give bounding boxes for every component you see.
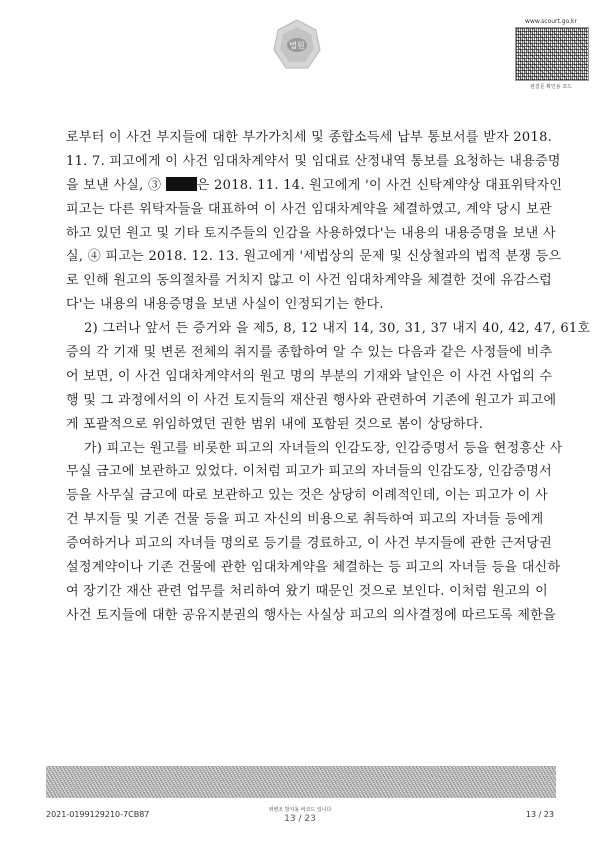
text-line: 설정계약이나 기존 건물에 관한 임대차계약을 체결하는 등 피고의 자녀들 등을 대신하 (66, 560, 561, 576)
text-line: 피고는 다른 위탁자들을 대표하여 이 사건 임대차계약을 체결하였고, 계약 당시 보관 (66, 201, 552, 217)
redaction-box (166, 177, 197, 191)
text-line: 증여하거나 피고의 자녀들 명의로 등기를 경료하고, 이 사건 부지들에 관한 근저당권 (66, 536, 552, 552)
text-line: 증의 각 기재 및 변론 전체의 취지를 종합하여 알 수 있는 다음과 같은 사정들에 비추 (66, 345, 553, 361)
text-line-part: 은 2018. 11. 14. 원고에게 '이 사건 신탁계약상 대표위탁자인 (196, 177, 563, 193)
page-number: 13 / 23 (525, 810, 554, 819)
anti-forgery-barcode (46, 766, 556, 798)
text-line: 2) 그러나 앞서 든 증거와 을 제5, 8, 12 내지 14, 30, 31, 37 내지 40, 42, 47, 61호 (84, 321, 591, 337)
barcode-note: 위변조 방지용 바코드 입니다 (268, 807, 332, 813)
text-line: 로 인해 원고의 동의절차를 거치지 않고 이 사건 임대차계약을 체결한 것에 유감스럽 (66, 273, 552, 289)
text-line: 건 부지들 및 기존 건물 등을 피고 자신의 비용으로 취득하여 피고의 자녀들 등에게 (66, 512, 544, 528)
footer-center (230, 806, 370, 824)
text-line: 실, ④ 피고는 2018. 12. 13. 원고에게 '세법상의 문제 및 신상철과의 법적 분쟁 등으 (66, 249, 562, 265)
emblem-text: 법원 (289, 41, 305, 50)
text-line: 행 및 그 과정에서의 이 사건 토지들의 재산권 행사와 관련하여 기존에 원고가 피고에 (66, 392, 557, 408)
verification-code (515, 18, 587, 90)
court-emblem-icon (272, 18, 322, 74)
text-line: 여 장기간 재산 관련 업무를 처리하여 왔기 때문인 것으로 보인다. 이처럼 원고의 이 (66, 583, 548, 599)
text-line: 사건 토지들에 대한 공유지분권의 행사는 사실상 피고의 의사결정에 따르도록 제한을 (66, 607, 556, 623)
text-line: 어 보면, 이 사건 임대차계약서의 원고 명의 부분의 기재와 날인은 이 사건 사업의 수 (66, 368, 553, 384)
text-line: 게 포괄적으로 위임하였던 권한 범위 내에 포함된 것으로 봄이 상당하다. (66, 416, 484, 432)
text-line: 11. 7. 피고에게 이 사건 임대차계약서 및 임대료 산정내역 통보를 요청하는 내용증명 (66, 153, 561, 169)
qr-caption: 판결문 확인용 코드 (530, 84, 572, 90)
text-line: 다'는 내용의 내용증명을 보낸 사실이 인정되기는 한다. (66, 297, 384, 313)
text-line-part: 을 보낸 사실, ③ (66, 177, 162, 193)
text-line: 무실 금고에 보관하고 있었다. 이처럼 피고가 피고의 자녀들의 인감도장, 인감증명서 (66, 464, 552, 480)
qr-url: www.scourt.go.kr (525, 18, 577, 25)
text-line: 가) 피고는 원고를 비롯한 피고의 자녀들의 인감도장, 인감증명서 등을 현정흥산 사 (84, 440, 563, 456)
judgment-body (66, 126, 591, 628)
qr-code-icon (515, 27, 589, 81)
document-id: 2021-0199129210-7CB87 (46, 810, 150, 819)
text-line: 등을 사무실 금고에 따로 보관하고 있는 것은 상당히 이례적인데, 이는 피고가 이 사 (66, 488, 548, 504)
text-line (66, 174, 563, 198)
center-page-number: 13 / 23 (284, 814, 316, 824)
text-line: 하고 있던 원고 및 기타 토지주들의 인감을 사용하였다'는 내용의 내용증명을 보낸 사 (66, 225, 556, 241)
text-line: 로부터 이 사건 부지들에 대한 부가가치세 및 종합소득세 납부 통보서를 받자 2018. (66, 130, 553, 145)
